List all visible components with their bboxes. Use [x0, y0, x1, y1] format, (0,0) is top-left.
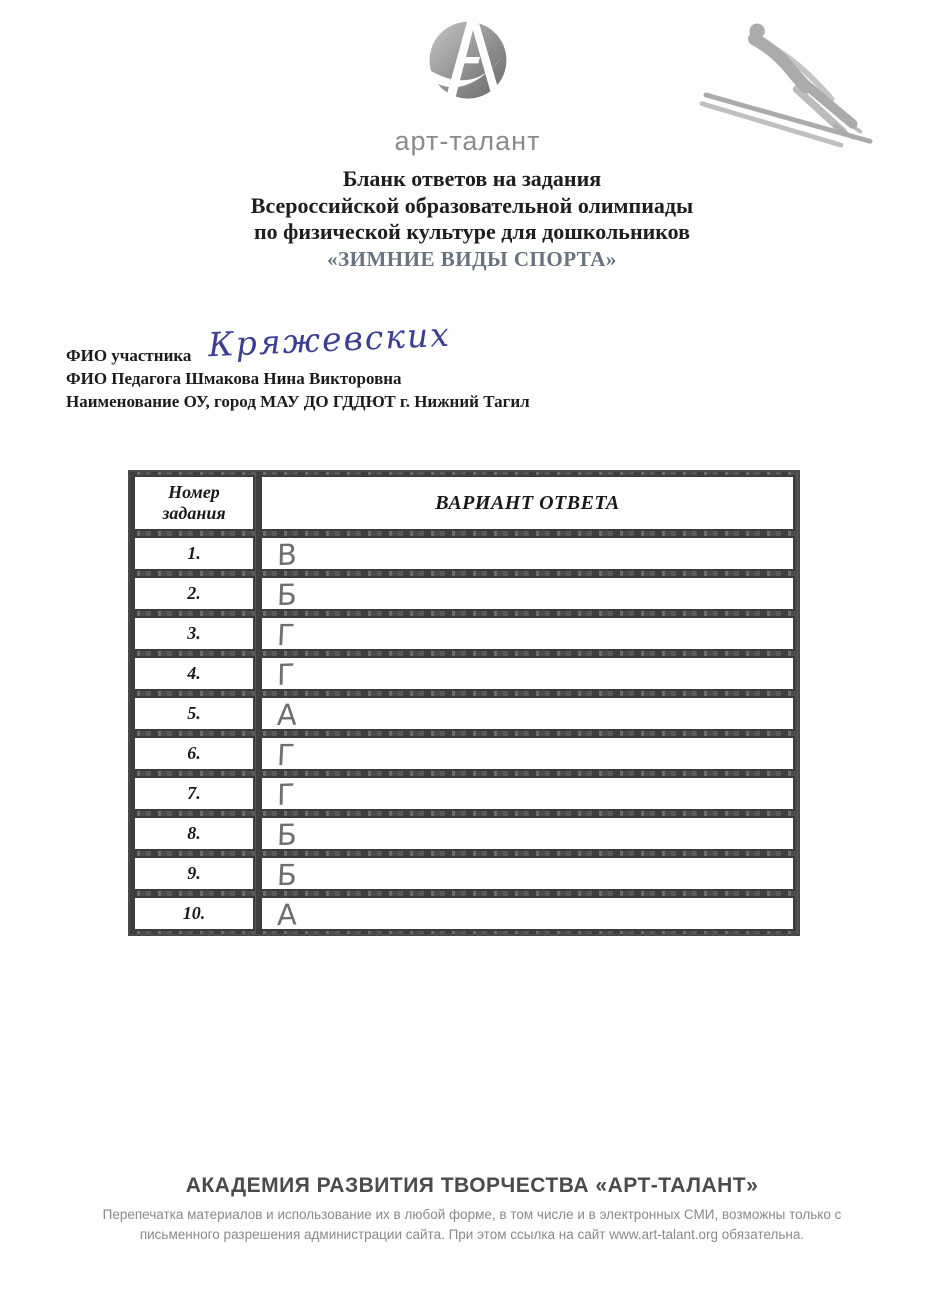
answer-cell [260, 616, 795, 651]
task-number: 7. [133, 776, 255, 811]
participant-name-handwritten: Кряжевских [207, 314, 452, 365]
answer-cell [260, 776, 795, 811]
table-row [133, 616, 795, 651]
answer-table-header [133, 475, 795, 531]
handwritten-answer: Г [276, 777, 295, 813]
task-number: 10. [133, 896, 255, 931]
footer-note-line-1: Перепечатка материалов и использование их в любой форме, в том числе и в электронных СМИ, возможны только с [102, 1207, 842, 1222]
col-header-task-number: Номер задания [133, 475, 255, 531]
logo-text: арт-талант [394, 126, 541, 156]
footer-note-line-2: письменного разрешения администрации сайта. При этом ссылка на сайт www.art-talant.org обязательна. [139, 1227, 805, 1242]
answer-cell [260, 696, 795, 731]
task-number: 4. [133, 656, 255, 691]
answer-cell [260, 536, 795, 571]
handwritten-answer: Б [276, 858, 298, 892]
footer [0, 1174, 944, 1245]
art-talant-a-logo-icon [416, 12, 520, 118]
handwritten-answer: Б [276, 577, 298, 613]
table-row [133, 776, 795, 811]
ski-jumper-icon [695, 10, 910, 150]
teacher-line: ФИО Педагога Шмакова Нина Викторовна [66, 369, 402, 388]
table-row [133, 576, 795, 611]
table-row [133, 536, 795, 571]
task-number: 5. [133, 696, 255, 731]
task-number: 9. [133, 856, 255, 891]
olympiad-name: «ЗИМНИЕ ВИДЫ СПОРТА» [327, 246, 617, 271]
title-line-3: по физической культуре для дошкольников [253, 219, 691, 244]
ski-jumper-image [695, 10, 910, 150]
handwritten-answer: А [276, 897, 298, 933]
answer-cell [260, 816, 795, 851]
table-row [133, 896, 795, 931]
table-row [133, 656, 795, 691]
title-line-2: Всероссийской образовательной олимпиады [250, 192, 694, 218]
title-block [0, 166, 944, 272]
answer-cell [260, 856, 795, 891]
col-header-answer: ВАРИАНТ ОТВЕТА [260, 475, 795, 531]
table-row [133, 736, 795, 771]
logo-block [385, 12, 550, 157]
task-number: 1. [133, 536, 255, 571]
table-row [133, 816, 795, 851]
handwritten-answer: А [276, 697, 298, 733]
handwritten-answer: Г [276, 618, 296, 652]
footer-note [0, 1205, 944, 1245]
answer-cell [260, 656, 795, 691]
school-line: Наименование ОУ, город МАУ ДО ГДДЮТ г. Нижний Тагил [66, 392, 530, 411]
handwritten-answer: В [276, 537, 298, 573]
participant-label: ФИО участника [66, 346, 192, 365]
handwritten-answer: Б [276, 817, 298, 853]
task-number: 3. [133, 616, 255, 651]
task-number: 2. [133, 576, 255, 611]
table-row [133, 696, 795, 731]
handwritten-answer: Г [276, 657, 295, 693]
task-number: 6. [133, 736, 255, 771]
participant-info [66, 314, 766, 413]
answer-table [128, 470, 800, 936]
answer-cell [260, 736, 795, 771]
footer-heading: АКАДЕМИЯ РАЗВИТИЯ ТВОРЧЕСТВА «АРТ-ТАЛАНТ» [185, 1174, 759, 1197]
handwritten-answer: Г [276, 738, 296, 772]
table-row [133, 856, 795, 891]
task-number: 8. [133, 816, 255, 851]
title-line-1: Бланк ответов на задания [342, 166, 602, 191]
answer-cell [260, 896, 795, 931]
answer-cell [260, 576, 795, 611]
